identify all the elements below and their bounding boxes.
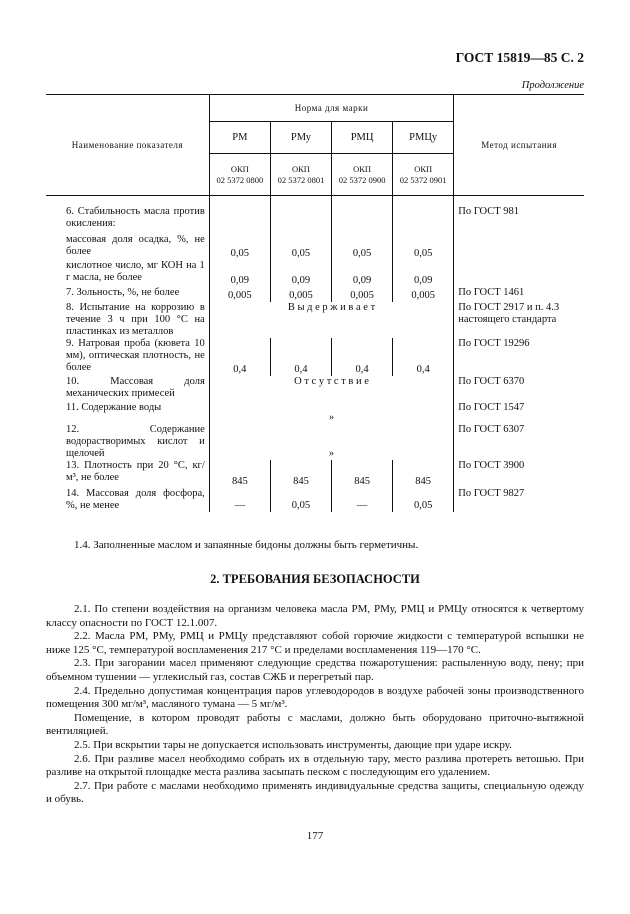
row-name: 14. Массовая доля фосфора, %, не менее bbox=[66, 487, 205, 511]
row-name: 12. Содержание водорастворимых кислот и щелочей bbox=[66, 423, 205, 459]
row-value: 0,05 bbox=[209, 234, 270, 260]
row-method: По ГОСТ 3900 bbox=[454, 460, 584, 488]
row-value: 845 bbox=[332, 460, 393, 488]
paragraph: Помещение, в котором проводят работы с маслами, должно быть оборудовано приточно-вытяжной вентиляцией. bbox=[46, 711, 584, 738]
row-value-span: В ы д е р ж и в а е т bbox=[209, 302, 453, 338]
row-value: — bbox=[209, 488, 270, 512]
row-value: 0,4 bbox=[393, 338, 454, 376]
row-method: По ГОСТ 1461 bbox=[454, 287, 584, 302]
row-value: 0,005 bbox=[209, 287, 270, 302]
paragraph: 2.5. При вскрытии тары не допускается использовать инструменты, дающие при ударе искру. bbox=[74, 738, 512, 751]
column-header-name: Наименование показателя bbox=[46, 95, 209, 196]
paragraph-1-4: 1.4. Заполненные маслом и запаянные бидоны должны быть герметичны. bbox=[74, 539, 419, 551]
row-value: 0,09 bbox=[270, 260, 331, 287]
column-header-method: Метод испытания bbox=[454, 95, 584, 196]
page-header: ГОСТ 15819—85 С. 2 bbox=[455, 50, 584, 65]
row-value bbox=[332, 206, 393, 234]
row-method: По ГОСТ 9827 bbox=[454, 488, 584, 512]
row-value: 0,05 bbox=[332, 234, 393, 260]
paragraph: 2.7. При работе с маслами необходимо применять индивидуальные средства защиты, специальную одежду и обувь. bbox=[46, 779, 584, 806]
okp-code: ОКП 02 5372 0900 bbox=[332, 154, 393, 196]
row-method bbox=[454, 260, 584, 287]
properties-table bbox=[46, 94, 584, 512]
row-value: 0,005 bbox=[332, 287, 393, 302]
row-name: 9. Натровая проба (кювета 10 мм), оптическая плотность, не более bbox=[66, 337, 205, 373]
row-method: По ГОСТ 6370 bbox=[454, 376, 584, 402]
row-value: 0,05 bbox=[393, 488, 454, 512]
row-method bbox=[454, 234, 584, 260]
row-value-span: О т с у т с т в и е bbox=[209, 376, 453, 402]
okp-code: ОКП 02 5372 0801 bbox=[270, 154, 331, 196]
grade-header: РМЦ bbox=[332, 122, 393, 154]
row-value: 0,4 bbox=[332, 338, 393, 376]
grade-header: РМЦу bbox=[393, 122, 454, 154]
section-2-body bbox=[46, 603, 584, 807]
row-value: 0,005 bbox=[393, 287, 454, 302]
row-method: По ГОСТ 19296 bbox=[454, 338, 584, 376]
row-value: 0,4 bbox=[270, 338, 331, 376]
row-value: 845 bbox=[209, 460, 270, 488]
row-name: массовая доля осадка, %, не более bbox=[66, 233, 205, 257]
table-row bbox=[46, 424, 584, 460]
grade-header: РМ bbox=[209, 122, 270, 154]
table-row bbox=[46, 488, 584, 512]
okp-code: ОКП 02 5372 0901 bbox=[393, 154, 454, 196]
paragraph: 2.1. По степени воздействия на организм человека масла РМ, РМу, РМЦ и РМЦу относятся к четвертому классу опасности по ГОСТ 12.1.007. bbox=[46, 603, 584, 629]
row-method: По ГОСТ 981 bbox=[454, 206, 584, 234]
norm-header: Норма для марки bbox=[209, 95, 453, 122]
row-method: По ГОСТ 1547 bbox=[454, 402, 584, 424]
paragraph: 2.6. При разливе масел необходимо собрать их в отдельную тару, место разлива протереть ветошью. При разливе на открытой площадке места разлива засыпать песком с последующим его удалением. bbox=[46, 752, 584, 779]
paragraph: 2.2. Масла РМ, РМу, РМЦ и РМЦу представляют собой горючие жидкости с температурой вспышки не ниже 125 °С, температурой воспламенения 217 °С и пределами воспламенения 119—170 °С. bbox=[46, 630, 584, 656]
table-row bbox=[46, 234, 584, 260]
row-value: 0,09 bbox=[209, 260, 270, 287]
row-method: По ГОСТ 2917 и п. 4.3 настоящего стандарта bbox=[454, 302, 584, 338]
table-row bbox=[46, 338, 584, 376]
row-value: — bbox=[332, 488, 393, 512]
row-value bbox=[270, 206, 331, 234]
page-number: 177 bbox=[306, 830, 324, 842]
row-method: По ГОСТ 6307 bbox=[454, 424, 584, 460]
row-value: 0,05 bbox=[270, 234, 331, 260]
row-value: 0,09 bbox=[332, 260, 393, 287]
table-row bbox=[46, 287, 584, 302]
row-name: кислотное число, мг КОН на 1 г масла, не более bbox=[66, 259, 205, 283]
row-value bbox=[209, 206, 270, 234]
paragraph: 2.3. При загорании масел применяют следующие средства пожаротушения: распыленную воду, пену; при объемном тушении — углекислый газ, состав СЖБ и перегретый пар. bbox=[46, 657, 584, 683]
table-row bbox=[46, 460, 584, 488]
row-value: 0,4 bbox=[209, 338, 270, 376]
row-value: 845 bbox=[393, 460, 454, 488]
row-value-span: » bbox=[209, 402, 453, 424]
row-name: 8. Испытание на коррозию в течение 3 ч при 100 °С на пластинках из металлов bbox=[66, 301, 205, 337]
table-row bbox=[46, 376, 584, 402]
row-value: 0,09 bbox=[393, 260, 454, 287]
table-row bbox=[46, 402, 584, 424]
row-value: 845 bbox=[270, 460, 331, 488]
table-row bbox=[46, 260, 584, 287]
row-name: 13. Плотность при 20 °С, кг/м³, не более bbox=[66, 459, 205, 483]
section-2-title: 2. ТРЕБОВАНИЯ БЕЗОПАСНОСТИ bbox=[210, 572, 420, 586]
table-row bbox=[46, 302, 584, 338]
okp-code: ОКП 02 5372 0800 bbox=[209, 154, 270, 196]
row-value bbox=[393, 206, 454, 234]
row-value: 0,05 bbox=[270, 488, 331, 512]
row-value: 0,005 bbox=[270, 287, 331, 302]
grade-header: РМу bbox=[270, 122, 331, 154]
row-name: 10. Массовая доля механических примесей bbox=[66, 375, 205, 399]
row-name: 7. Зольность, %, не более bbox=[66, 286, 180, 298]
continuation-label: Продолжение bbox=[521, 80, 584, 91]
table-row bbox=[46, 206, 584, 234]
row-value-span: » bbox=[209, 424, 453, 460]
row-name: 11. Содержание воды bbox=[66, 401, 162, 413]
row-name: 6. Стабильность масла против окисления: bbox=[66, 205, 205, 229]
paragraph: 2.4. Предельно допустимая концентрация паров углеводородов в воздухе рабочей зоны производственного помещения 300 мг/м³, масляного тумана — 5 мг/м³. bbox=[46, 684, 584, 711]
row-value: 0,05 bbox=[393, 234, 454, 260]
